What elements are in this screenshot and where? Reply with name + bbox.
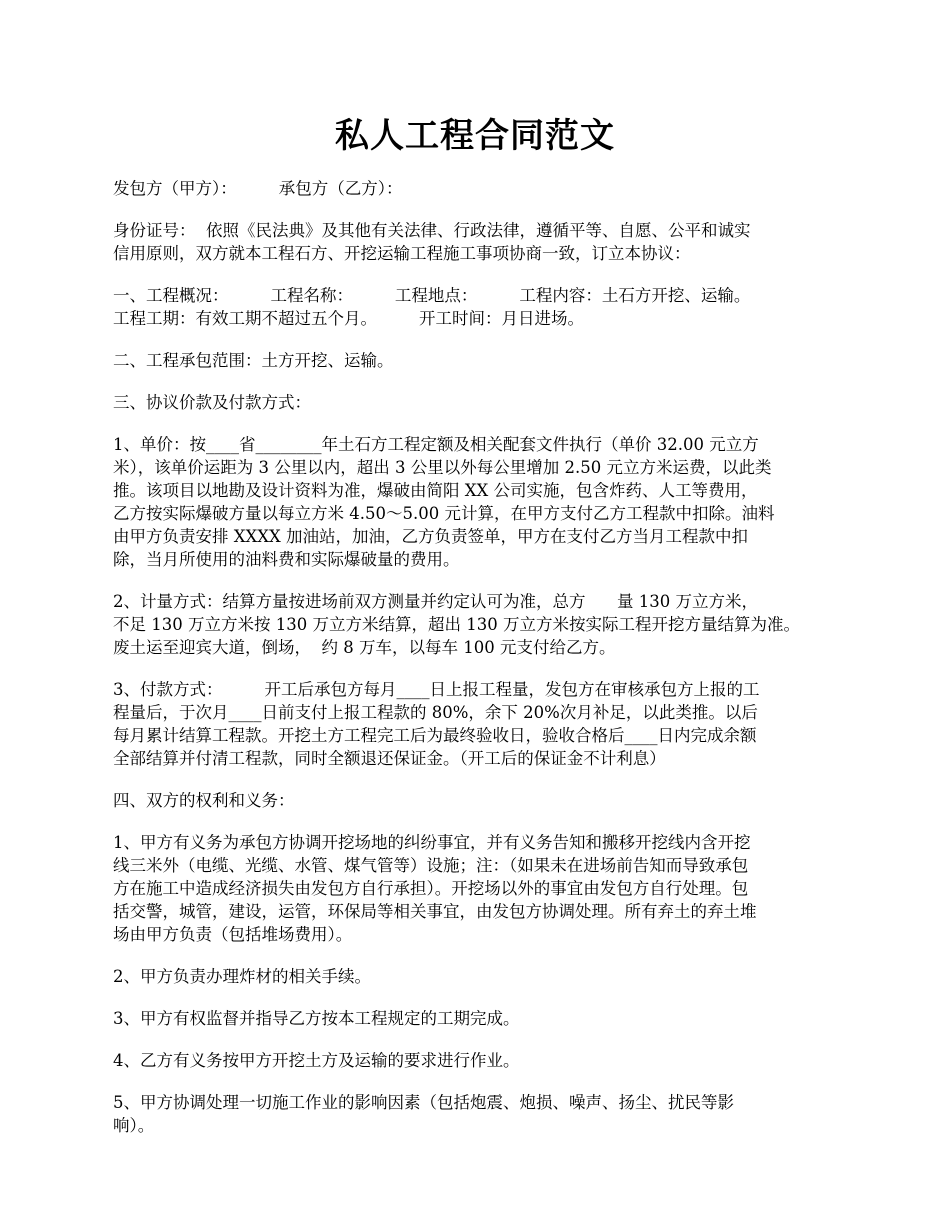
paragraph xyxy=(113,789,843,812)
text-line: 括交警，城管，建设，运管，环保局等相关事宜，由发包方协调处理。所有弃土的弃土堆 xyxy=(113,902,757,921)
text-line: 四、双方的权利和义务： xyxy=(113,791,295,810)
paragraph xyxy=(113,433,843,571)
text-line: 4、乙方有义务按甲方开挖土方及运输的要求进行作业。 xyxy=(113,1051,520,1070)
text-line: 乙方按实际爆破方量以每立方米 4.50～5.00 元计算，在甲方支付乙方工程款中扣除。油料 xyxy=(113,504,775,523)
paragraph xyxy=(113,349,843,372)
document-body xyxy=(113,177,843,1156)
paragraph xyxy=(113,177,843,200)
text-line: 全部结算并付清工程款，同时全额退还保证金。（开工后的保证金不计利息） xyxy=(113,749,666,768)
text-line: 1、甲方有义务为承包方协调开挖场地的纠纷事宜，并有义务告知和搬移开挖线内含开挖 xyxy=(113,833,751,852)
paragraph xyxy=(113,219,843,265)
text-line: 1、单价：按____省________年土石方工程定额及相关配套文件执行（单价 32.00 元立方 xyxy=(113,435,759,454)
text-line: 发包方（甲方）： 承包方（乙方）： xyxy=(113,179,403,198)
text-line: 三、协议价款及付款方式： xyxy=(113,393,311,412)
paragraph xyxy=(113,391,843,414)
text-line: 除，当月所使用的油料费和实际爆破量的费用。 xyxy=(113,550,460,569)
text-line: 信用原则，双方就本工程石方、开挖运输工程施工事项协商一致，订立本协议： xyxy=(113,244,691,263)
text-line: 2、甲方负责办理炸材的相关手续。 xyxy=(113,967,371,986)
text-line: 米），该单价运距为 3 公里以内，超出 3 公里以外每公里增加 2.50 元立方米运费，以此类 xyxy=(113,458,772,477)
text-line: 推。该项目以地勘及设计资料为准，爆破由简阳 XX 公司实施，包含炸药、人工等费用， xyxy=(113,481,758,500)
text-line: 3、付款方式： 开工后承包方每月____日上报工程量，发包方在审核承包方上报的工 xyxy=(113,680,760,699)
paragraph xyxy=(113,678,843,770)
text-line: 3、甲方有权监督并指导乙方按本工程规定的工期完成。 xyxy=(113,1009,520,1028)
text-line: 二、工程承包范围：土方开挖、运输。 xyxy=(113,351,394,370)
text-line: 每月累计结算工程款。开挖土方工程完工后为最终验收日，验收合格后____日内完成余额 xyxy=(113,726,757,745)
paragraph xyxy=(113,1049,843,1072)
paragraph xyxy=(113,831,843,946)
text-line: 程量后，于次月____日前支付上报工程款的 80%，余下 20%次月补足，以此类推。以后 xyxy=(113,703,758,722)
text-line: 场由甲方负责（包括堆场费用）。 xyxy=(113,925,353,944)
paragraph xyxy=(113,1007,843,1030)
text-line: 一、工程概况： 工程名称： 工程地点： 工程内容：土石方开挖、运输。 xyxy=(113,286,751,305)
text-line: 5、甲方协调处理一切施工作业的影响因素（包括炮震、炮损、噪声、扬尘、扰民等影 xyxy=(113,1093,734,1112)
text-line: 废土运至迎宾大道，倒场， 约 8 万车，以每车 100 元支付给乙方。 xyxy=(113,638,616,657)
text-line: 不足 130 万立方米按 130 万立方米结算，超出 130 万立方米按实际工程开挖方量结算为准。 xyxy=(113,615,800,634)
text-line: 线三米外（电缆、光缆、水管、煤气管等）设施；注：（如果未在进场前告知而导致承包 xyxy=(113,856,749,875)
text-line: 2、计量方式：结算方量按进场前双方测量并约定认可为准，总方 量 130 万立方米， xyxy=(113,592,758,611)
paragraph xyxy=(113,284,843,330)
paragraph xyxy=(113,590,843,659)
text-line: 工程工期：有效工期不超过五个月。 开工时间：月日进场。 xyxy=(113,309,584,328)
text-line: 由甲方负责安排 XXXX 加油站，加油，乙方负责签单，甲方在支付乙方当月工程款中扣 xyxy=(113,527,748,546)
text-line: 身份证号： 依照《民法典》及其他有关法律、行政法律，遵循平等、自愿、公平和诚实 xyxy=(113,221,751,240)
text-line: 响）。 xyxy=(113,1116,155,1135)
paragraph xyxy=(113,1091,843,1137)
document-title: 私人工程合同范文 xyxy=(335,116,615,156)
text-line: 方在施工中造成经济损失由发包方自行承担）。开挖场以外的事宜由发包方自行处理。包 xyxy=(113,879,749,898)
paragraph xyxy=(113,965,843,988)
